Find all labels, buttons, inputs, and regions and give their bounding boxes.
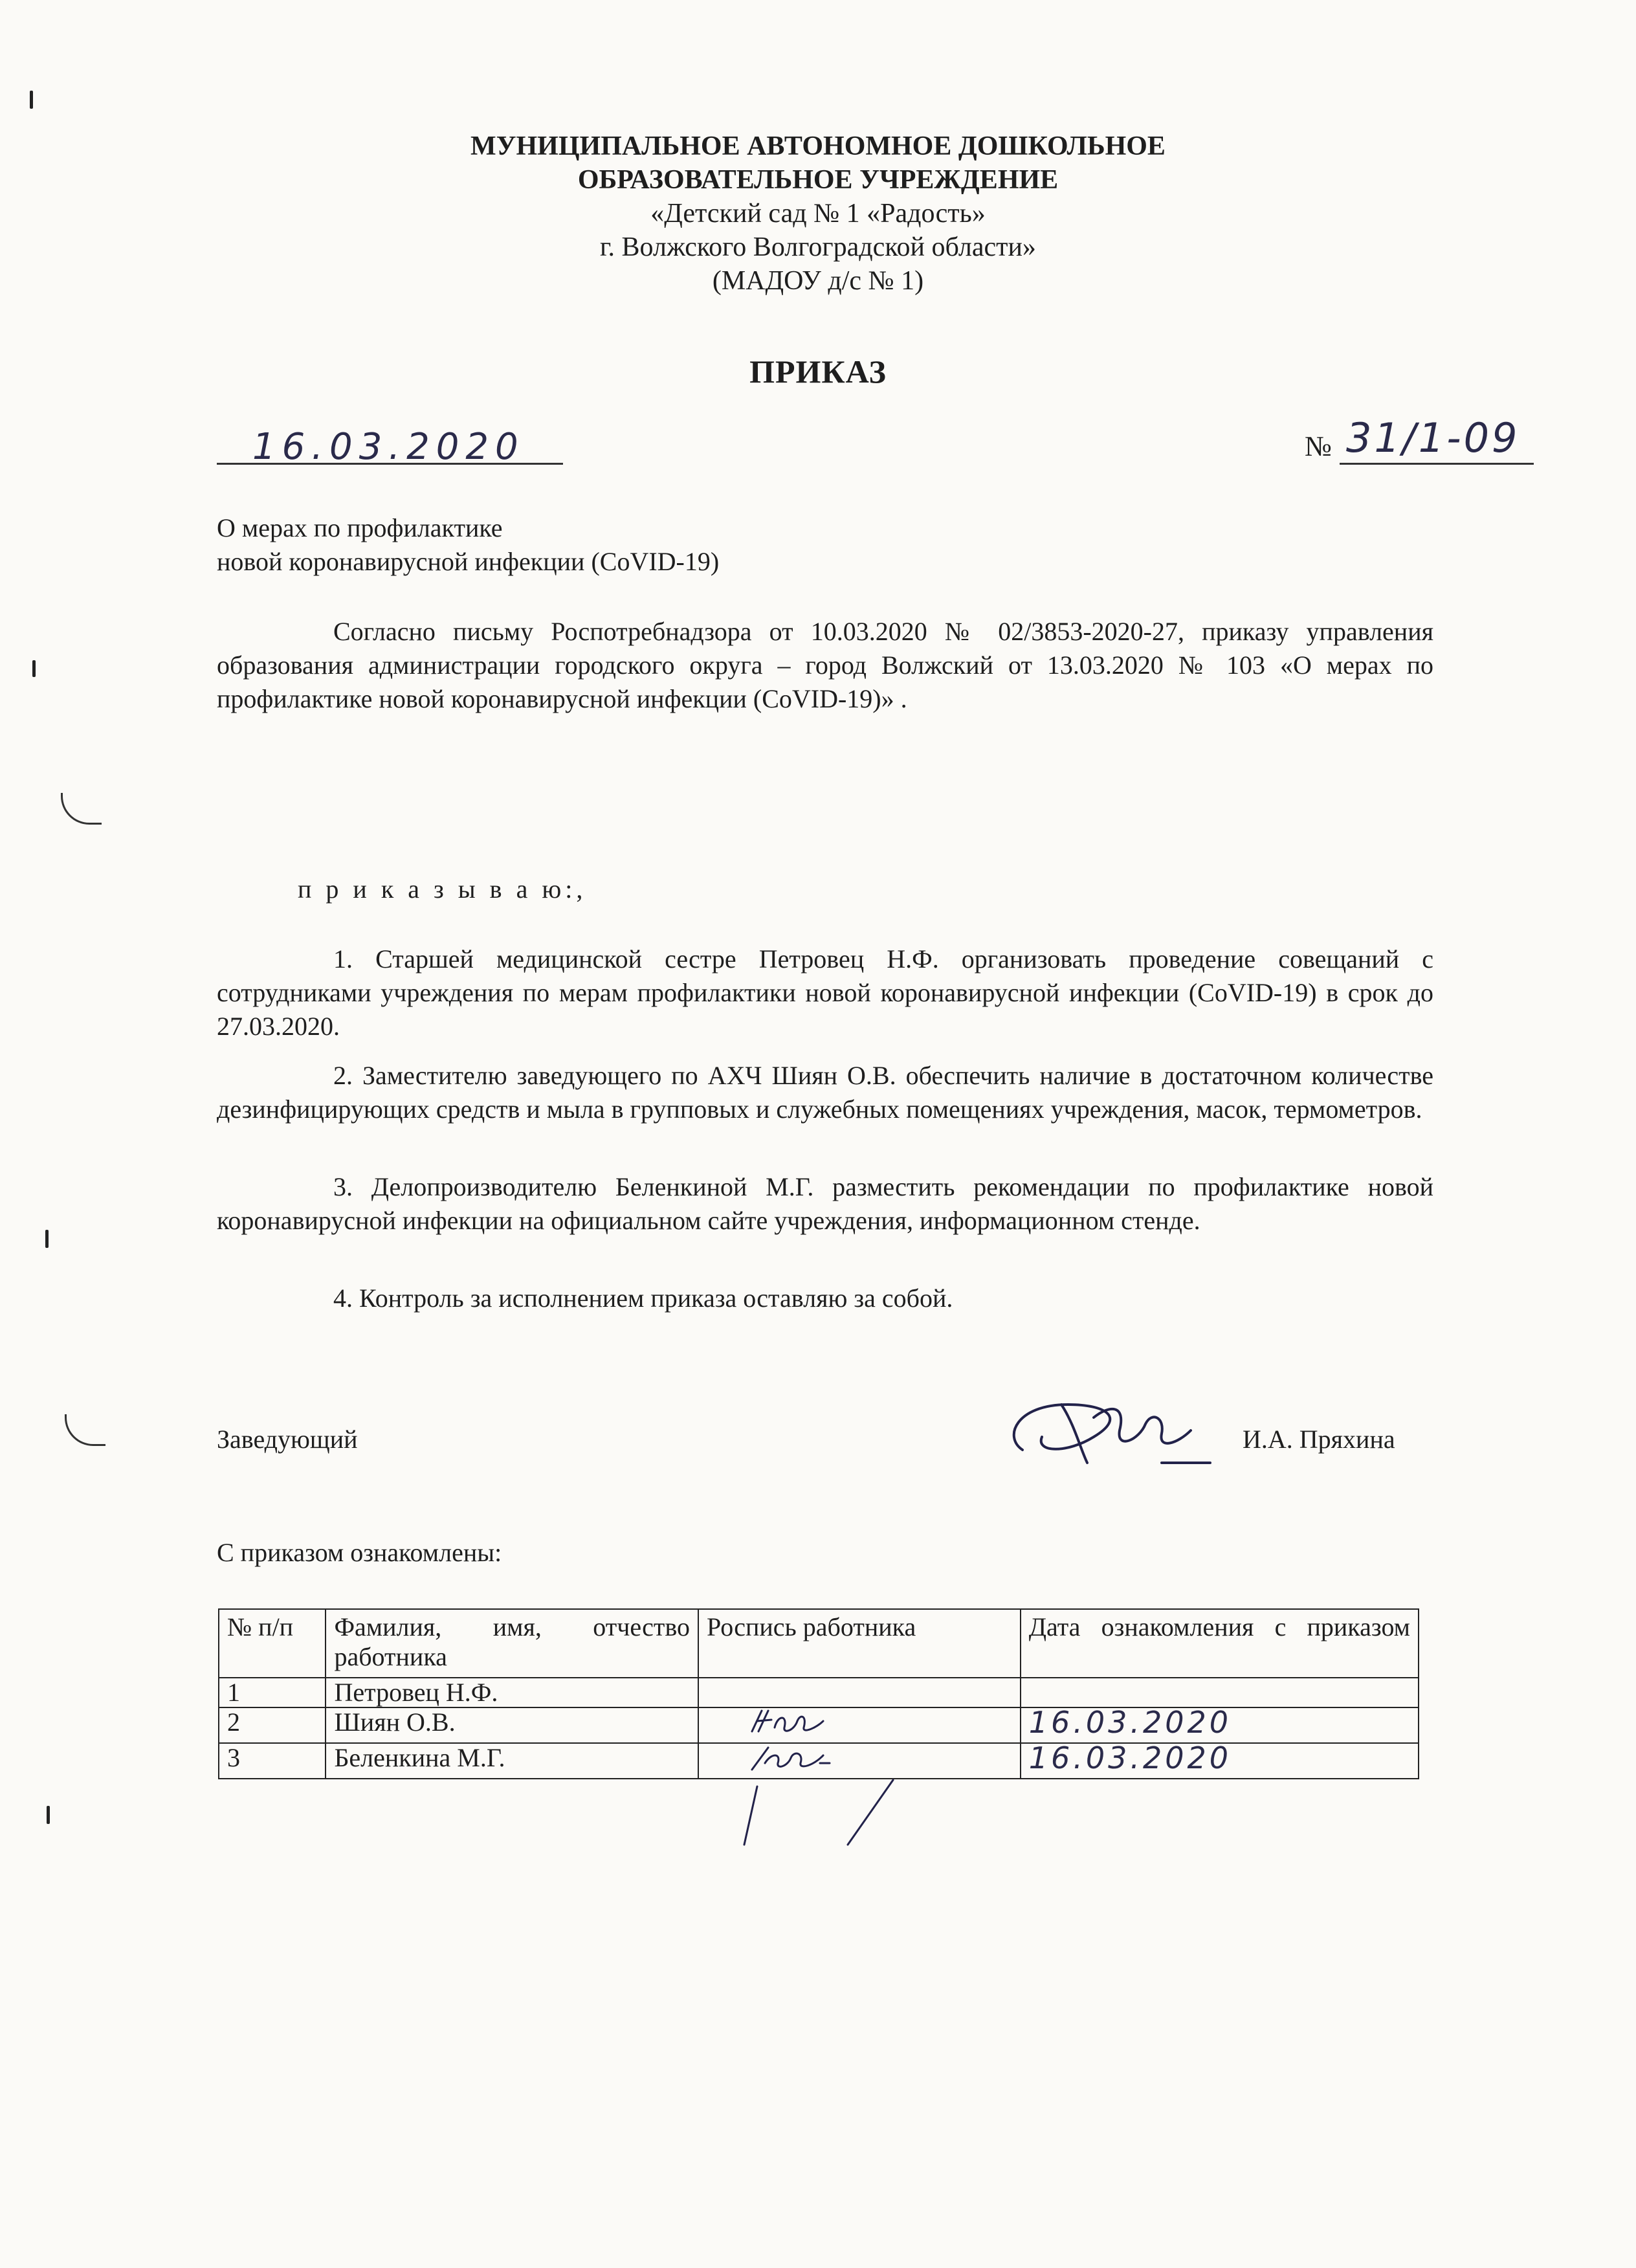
order-number: 31/1-09 xyxy=(1346,414,1520,461)
column-header: № п/п xyxy=(219,1609,326,1678)
header-line: «Детский сад № 1 «Радость» xyxy=(650,199,986,228)
scan-mark xyxy=(45,1230,49,1248)
column-header: Роспись работника xyxy=(698,1609,1021,1678)
row-number: 1 xyxy=(219,1678,326,1707)
orders-heading: п р и к а з ы в а ю:, xyxy=(298,874,587,904)
row-number: 3 xyxy=(219,1743,326,1779)
document-title: ПРИКАЗ xyxy=(749,353,887,390)
employee-signature xyxy=(698,1678,1021,1707)
number-underline xyxy=(1340,463,1534,465)
handwritten-signature xyxy=(997,1379,1217,1482)
header-line: г. Волжского Волгоградской области» xyxy=(600,232,1036,262)
row-number: 2 xyxy=(219,1707,326,1743)
scan-mark xyxy=(47,1806,50,1824)
acknowledgement-table xyxy=(218,1608,1419,1779)
preamble-paragraph: Согласно письму Роспотребнадзора от 10.03.2020 № 02/3853-2020-27, приказу управления образования администрации городского округа – город Волжский от 13.03.2020 № 103 «О мерах по профилактике новой коронавирусной инфекции (CoVID-19)» . xyxy=(217,617,1433,713)
employee-name: Петровец Н.Ф. xyxy=(326,1678,698,1707)
header-line: (МАДОУ д/с № 1) xyxy=(712,266,924,296)
subject-line: О мерах по профилактике xyxy=(217,513,503,542)
order-item: 2. Заместителю заведующего по АХЧ Шиян О.В. обеспечить наличие в достаточном количестве дезинфицирующих средств и мыла в групповых и служебных помещениях учреждения, масок, термометров. xyxy=(217,1061,1433,1124)
signatory-name: И.А. Пряхина xyxy=(1243,1425,1395,1454)
order-date: 16.03.2020 xyxy=(252,426,525,468)
order-item: 4. Контроль за исполнением приказа оставляю за собой. xyxy=(333,1284,953,1313)
header-line: ОБРАЗОВАТЕЛЬНОЕ УЧРЕЖДЕНИЕ xyxy=(577,165,1059,195)
acknowledgement-date: 16.03.2020 xyxy=(1021,1707,1419,1743)
table-row xyxy=(219,1678,1419,1707)
pen-stroke-marks xyxy=(731,1773,900,1851)
signatory-role: Заведующий xyxy=(217,1425,358,1454)
subject-line: новой коронавирусной инфекции (CoVID-19) xyxy=(217,547,720,576)
column-header: Фамилия, имя, отчество работника xyxy=(326,1609,698,1678)
punch-hole-mark xyxy=(61,793,102,825)
acknowledgement-date: 16.03.2020 xyxy=(1021,1743,1419,1779)
order-item: 1. Старшей медицинской сестре Петровец Н.Ф. организовать проведение совещаний с сотрудниками учреждения по мерам профилактики новой коронавирусной инфекции (CoVID-19) в срок до 27.03.2020. xyxy=(217,944,1433,1041)
institution-header xyxy=(0,129,1636,298)
punch-hole-mark xyxy=(65,1414,105,1446)
scan-mark xyxy=(30,91,33,109)
handwritten-signature xyxy=(707,1744,836,1772)
header-line: МУНИЦИПАЛЬНОЕ АВТОНОМНОЕ ДОШКОЛЬНОЕ xyxy=(470,131,1166,161)
order-number-label: № xyxy=(1305,430,1332,462)
table-header-row xyxy=(219,1609,1419,1678)
acknowledgement-label: С приказом ознакомлены: xyxy=(217,1538,502,1567)
employee-signature xyxy=(698,1707,1021,1743)
scan-mark xyxy=(32,660,36,677)
acknowledgement-date xyxy=(1021,1678,1419,1707)
order-item: 3. Делопроизводителю Беленкиной М.Г. разместить рекомендации по профилактике новой коронавирусной инфекции на официальном сайте учреждения, информационном стенде. xyxy=(217,1172,1433,1235)
employee-name: Беленкина М.Г. xyxy=(326,1743,698,1779)
column-header: Дата ознакомления с приказом xyxy=(1021,1609,1419,1678)
employee-name: Шиян О.В. xyxy=(326,1707,698,1743)
order-subject xyxy=(217,511,719,579)
table-row xyxy=(219,1707,1419,1743)
handwritten-signature xyxy=(707,1708,836,1737)
